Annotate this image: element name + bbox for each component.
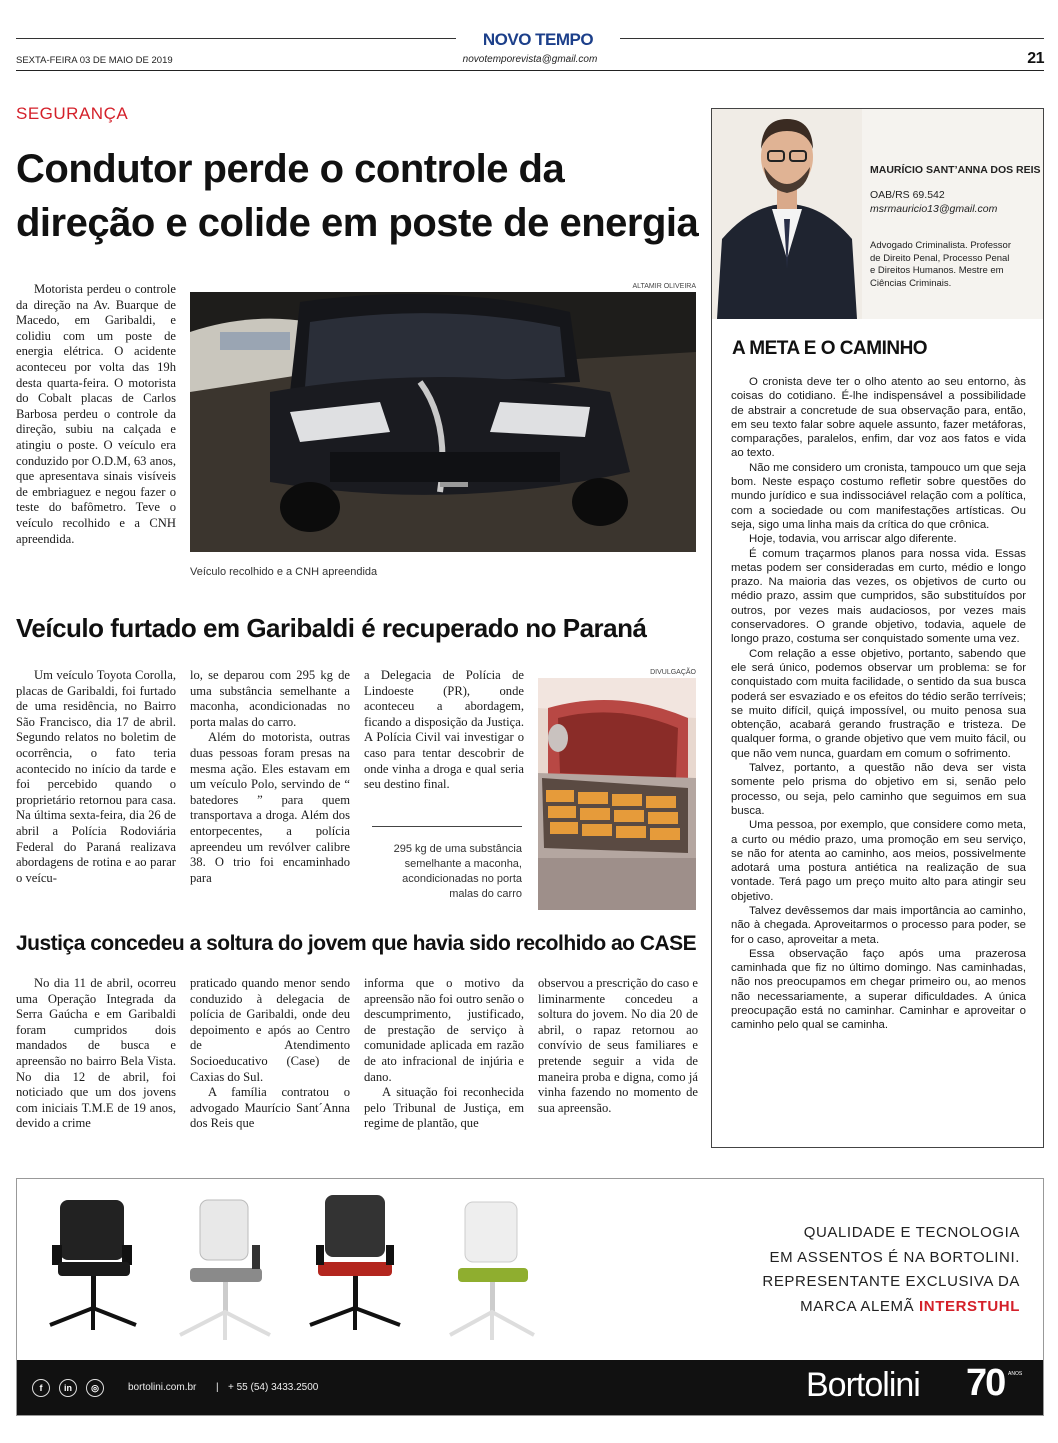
logo-anos: ANOS xyxy=(1008,1371,1023,1377)
newspaper-email[interactable]: novotemporevista@gmail.com xyxy=(462,54,598,65)
story1-headline-line2: direção e colide em poste de energia xyxy=(16,201,699,245)
issue-date: SEXTA-FEIRA 03 DE MAIO DE 2019 xyxy=(16,55,173,66)
story1-car-photo xyxy=(190,292,696,552)
story2-photo-credit: DIVULGAÇÃO xyxy=(650,669,696,676)
column-body: O cronista deve ter o olho atento ao seu entorno, às coisas do cotidiano. É-lhe indispensável a possibilidade de abstrair a concretude de sua observação para, então, em seu texto falar sobre aquele assunto, fazer metáforas, comparações, paralelos, enfim, dar voz aos fatos e vida ao texto. Não me considero um cronista, tampouco um que seja bom. Neste espaço costumo refletir sobre questões do mundo jurídico e sua indissociável relação com a política, com a sociedade ou com manifestações artísticas. Ou seja, sigo uma linha mais da crítica do que crônica. Hoje, todavia, vou arriscar algo diferente. É comum traçarmos planos para nossa vida. Essas metas podem ser consideradas em curto, médio e longo prazo. Na maioria das vezes, os objetivos de curto ou médio prazo, assim que cumpridos, são substituídos por outros, por vezes mais audaciosos, por vezes mais conservadores. O grande objetivo, todavia, aquele de longo prazo, costuma ser conquistado somente uma vez. Com relação a esse objetivo, portanto, sabendo que ele será único, podemos observar um problema: se for conquistado com muita facilidade, o sentido da sua busca poderá ser esvaziado e os efeitos do tédio serão terríveis; se muito difícil, quiçá impossível, ou muito penosa sua obtenção, acabará gerando frustração e tristeza. De qualquer forma, o grande objetivo que vem muito fácil, ou que não vem nunca, guardam em comum o sofrimento. Talvez, portanto, a questão não deva ser vista somente pelo prisma do objetivo em si, senão pelo processo, ou seja, pelo caminho que seguimos em sua busca. Uma pessoa, por exemplo, que considere como meta, a curto ou médio prazo, uma promoção em seu serviço, se não for atenta ao caminho, aos meios, possivelmente adotará uma postura antiética na realização de sua vontade. Terá pago um preço muito alto para atingir seu objetivo. Talvez devêssemos dar mais importância ao caminho, não à chegada. Aproveitarmos o processo para poder, se for o caso, aproveitar a meta. Essa observação faço após uma prazerosa caminhada que fiz no último domingo. Nas caminhadas, não nos preocupamos em chegar primeiro ou, ao menos não necessariamente, a superar dificuldades. A única preocupação está no caminhar. Caminhar e aproveitar o caminho pelo qual se caminha. xyxy=(731,376,1026,1032)
chair-2-icon xyxy=(180,1200,270,1340)
chair-1-icon xyxy=(50,1200,136,1330)
chairs-illustration xyxy=(40,1190,540,1350)
instagram-icon[interactable]: ◎ xyxy=(86,1379,104,1397)
story1-photo-credit: ALTAMIR OLIVEIRA xyxy=(632,283,696,290)
story3-col2: praticado quando menor sendo conduzido à delegacia de polícia de Garibaldi, onde deu depoimento e após ao Centro de Atendimento Socioeducativo (Case) de Caxias do Sul. A família contratou o advogado Maurício Sant´Anna dos Reis que xyxy=(190,976,350,1131)
column-title: A META E O CAMINHO xyxy=(732,338,928,359)
ad-website[interactable]: bortolini.com.br xyxy=(128,1382,197,1393)
page-number: 21 xyxy=(1027,50,1044,67)
story3-headline: Justiça concedeu a soltura do jovem que havia sido recolhido ao CASE xyxy=(16,932,697,955)
ad-chairs xyxy=(40,1190,540,1350)
interstuhl-brand: INTERSTUHL xyxy=(919,1297,1020,1315)
logo-70: 70 xyxy=(966,1362,1005,1404)
story2-headline: Veículo furtado em Garibaldi é recuperado no Paraná xyxy=(16,613,647,643)
story2-trunk-photo xyxy=(538,678,696,910)
linkedin-icon[interactable]: in xyxy=(59,1379,77,1397)
story2-col2: lo, se deparou com 295 kg de uma substância semelhante a maconha, acondicionadas no porta malas do carro. Além do motorista, outras duas pessoas foram presas na mesma ação. Eles estavam em um veículo Polo, servindo de “ batedores ” para quem transportava a droga. Além dos entorpecentes, a polícia apreendeu um revólver calibre 38. O trio foi encaminhado para xyxy=(190,668,350,885)
facebook-icon[interactable]: f xyxy=(32,1379,50,1397)
story3-col1: No dia 11 de abril, ocorreu uma Operação Integrada da Serra Gaúcha e em Garibaldi foram cumpridos dois mandados de busca e apreensão no bairro Bela Vista. No dia 12 de abril, foi noticiado que um dos jovens com iniciais T.M.E de 19 anos, devido a crime xyxy=(16,976,176,1131)
story1-caption: Veículo recolhido e a CNH apreendida xyxy=(190,566,378,578)
ad-phone[interactable]: + 55 (54) 3433.2500 xyxy=(228,1382,319,1393)
columnist-name: MAURÍCIO SANT’ANNA DOS REIS xyxy=(870,164,1041,176)
social-links xyxy=(32,1378,113,1397)
chair-3-icon xyxy=(310,1195,400,1330)
columnist-email[interactable]: msrmauricio13@gmail.com xyxy=(870,203,998,215)
newspaper-name: NOVO TEMPO xyxy=(482,30,594,49)
columnist-avatar xyxy=(712,109,862,319)
story1-headline-line1: Condutor perde o controle da xyxy=(16,147,565,191)
story2-col3: a Delegacia de Polícia de Lindoeste (PR), onde aconteceu a abordagem, ficando a disposição da Justiça. A Polícia Civil vai investigar o caso para tentar descobrir de onde vinha a droga e qual seria seu destino final. xyxy=(364,668,524,792)
story2-col1: Um veículo Toyota Corolla, placas de Garibaldi, foi furtado de uma residência, no Bairro São Francisco, dia 17 de abril. Segundo relatos no boletim de ocorrência, o fato teria acontecido no início da tarde e foi percebido quando o proprietário retornou para casa. Na última sexta-feira, dia 26 de abril a Polícia Rodoviária Federal do Paraná realizava abordagens de rotina e ao parar o veícu- xyxy=(16,668,176,885)
story3-col4: observou a prescrição do caso e liminarmente concedeu a soltura do jovem. No dia 20 de abril, o rapaz retornou ao convívio de seus familiares e pretende seguir a vida de maneira proba e digna, como já vinha fazendo no momento de sua apreensão. xyxy=(538,976,698,1115)
bortolini-logo: Bortolini xyxy=(806,1366,920,1404)
ad-separator: | xyxy=(216,1382,219,1393)
story2-caption: 295 kg de uma substância semelhante a maconha, acondicionadas no porta malas do carro xyxy=(393,843,522,900)
story3-col3: informa que o motivo da apreensão não foi outro senão o descumprimento, justificado, de prestação de serviço à comunidade aplicada em razão de ato infracional de injúria e dano. A situação foi reconhecida pelo Tribunal de Justiça, em regime de plantão, que xyxy=(364,976,524,1131)
chair-4-icon xyxy=(450,1202,534,1340)
columnist-oab: OAB/RS 69.542 xyxy=(870,189,945,201)
columnist-bio: Advogado Criminalista. Professor de Direito Penal, Processo Penal e Direitos Humanos. Mestre em Ciências Criminais. xyxy=(870,240,1011,289)
section-label: SEGURANÇA xyxy=(16,104,129,123)
ad-slogan: QUALIDADE E TECNOLOGIA EM ASSENTOS É NA BORTOLINI. REPRESENTANTE EXCLUSIVA DA MARCA ALEMÃ INTERSTUHL xyxy=(762,1224,1020,1315)
story1-text: Motorista perdeu o controle da direção na Av. Buarque de Macedo, em Garibaldi, e colidiu com um poste de energia elétrica. O acidente aconteceu por volta das 19h desta quarta-feira. O motorista do Cobalt placas de Carlos Barbosa perdeu o controle da direção, subiu na calçada e atingiu o poste. O veículo era conduzido por O.D.M, 63 anos, que apresentava sinais visíveis de embriaguez e negou fazer o teste do bafômetro. Teve o veículo recolhido e a CNH apreendida. xyxy=(16,282,176,546)
